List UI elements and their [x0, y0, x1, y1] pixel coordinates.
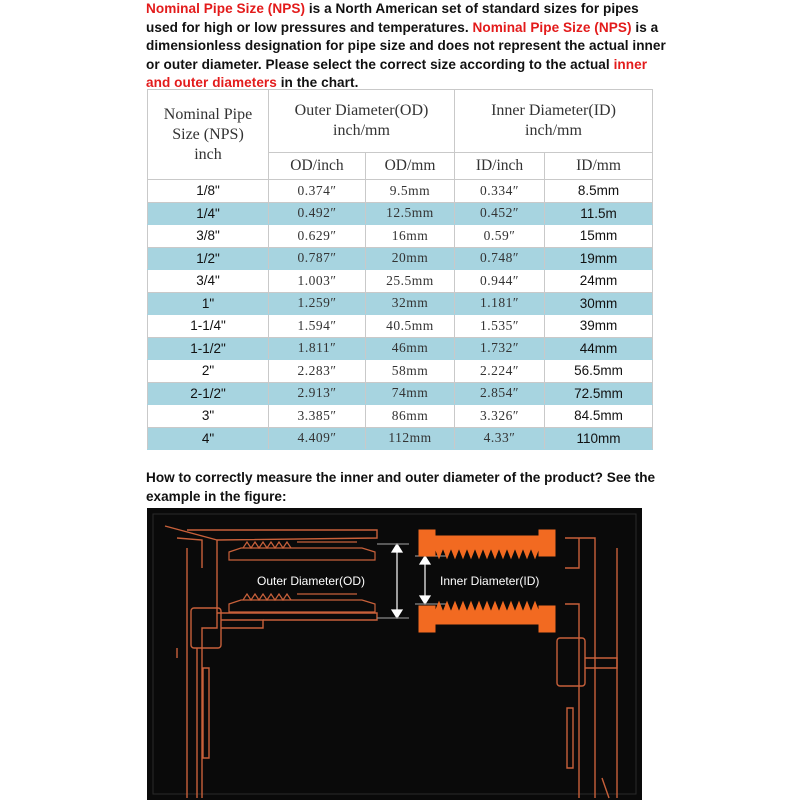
table-row — [148, 337, 653, 360]
intro-highlight-nps-1: Nominal Pipe Size (NPS) — [146, 1, 306, 16]
header-nps — [148, 90, 269, 180]
cell-od-inch: 0.492″ — [269, 202, 366, 225]
cell-id-mm: 11.5m — [545, 202, 653, 225]
header-od-mm: OD/mm — [366, 153, 455, 180]
cell-od-inch: 0.629″ — [269, 225, 366, 248]
cell-id-inch: 0.944″ — [455, 270, 545, 293]
intro-highlight-nps-2: Nominal Pipe Size (NPS) — [472, 19, 632, 35]
cell-nps: 3/8" — [148, 225, 269, 248]
intro-text-2: is a dimensionless designation for pipe size and does not represent the actual inner or outer diameter. Please select the correct size according to the actual — [146, 19, 666, 72]
cell-id-inch: 4.33″ — [455, 427, 545, 450]
cell-od-mm: 32mm — [366, 292, 455, 315]
cell-id-inch: 1.732″ — [455, 337, 545, 360]
cell-id-mm: 30mm — [545, 292, 653, 315]
cell-id-inch: 1.535″ — [455, 315, 545, 338]
table-row — [148, 270, 653, 293]
cell-od-mm: 12.5mm — [366, 202, 455, 225]
cell-nps: 4" — [148, 427, 269, 450]
measurement-illustration — [147, 508, 642, 800]
cell-id-mm: 56.5mm — [545, 360, 653, 383]
cell-od-mm: 25.5mm — [366, 270, 455, 293]
cell-nps: 3" — [148, 405, 269, 428]
cell-od-inch: 1.003″ — [269, 270, 366, 293]
cell-od-mm: 40.5mm — [366, 315, 455, 338]
howto-heading: How to correctly measure the inner and outer diameter of the product? See the example in the figure: — [146, 470, 656, 504]
table-row — [148, 360, 653, 383]
cell-id-inch: 0.334″ — [455, 180, 545, 203]
pipe-size-table — [147, 89, 653, 450]
figure-frame — [153, 514, 636, 794]
table-row — [148, 225, 653, 248]
cell-od-mm: 16mm — [366, 225, 455, 248]
left-caliper-icon — [165, 526, 263, 798]
cell-id-mm: 39mm — [545, 315, 653, 338]
cell-od-inch: 0.374″ — [269, 180, 366, 203]
intro-text-1: is a North American set of standard sizes for pipes used for high or low pressures and temperatures. — [146, 1, 639, 35]
id-label: Inner Diameter(ID) — [440, 574, 540, 588]
cell-id-mm: 110mm — [545, 427, 653, 450]
cell-id-inch: 2.854″ — [455, 382, 545, 405]
header-id-label: Inner Diameter(ID) inch/mm — [491, 102, 616, 139]
cell-od-mm: 20mm — [366, 247, 455, 270]
cell-nps: 1/8" — [148, 180, 269, 203]
table-row — [148, 427, 653, 450]
cell-od-inch: 0.787″ — [269, 247, 366, 270]
cell-nps: 1/4" — [148, 202, 269, 225]
cell-od-mm: 112mm — [366, 427, 455, 450]
header-od-label: Outer Diameter(OD) inch/mm — [294, 102, 429, 139]
cell-id-mm: 15mm — [545, 225, 653, 248]
cell-nps: 3/4" — [148, 270, 269, 293]
cell-od-inch: 1.811″ — [269, 337, 366, 360]
cell-id-mm: 8.5mm — [545, 180, 653, 203]
cell-od-mm: 74mm — [366, 382, 455, 405]
cell-od-inch: 2.913″ — [269, 382, 366, 405]
cell-od-inch: 4.409″ — [269, 427, 366, 450]
cell-id-inch: 0.748″ — [455, 247, 545, 270]
measurement-figure — [147, 508, 642, 800]
cell-nps: 2-1/2" — [148, 382, 269, 405]
cell-id-mm: 24mm — [545, 270, 653, 293]
intro-paragraph — [146, 0, 666, 93]
cell-id-mm: 19mm — [545, 247, 653, 270]
intro-text-3: in the chart. — [276, 75, 359, 91]
cell-od-inch: 1.594″ — [269, 315, 366, 338]
cell-od-inch: 2.283″ — [269, 360, 366, 383]
od-dimension-arrow — [377, 544, 409, 618]
table-row — [148, 405, 653, 428]
cell-nps: 2" — [148, 360, 269, 383]
cell-id-mm: 44mm — [545, 337, 653, 360]
header-id-mm: ID/mm — [545, 153, 653, 180]
header-od — [269, 90, 455, 153]
cell-id-inch: 0.59″ — [455, 225, 545, 248]
cell-od-mm: 9.5mm — [366, 180, 455, 203]
table-row — [148, 247, 653, 270]
cell-od-mm: 58mm — [366, 360, 455, 383]
cell-od-mm: 46mm — [366, 337, 455, 360]
cell-nps: 1-1/4" — [148, 315, 269, 338]
cell-id-inch: 3.326″ — [455, 405, 545, 428]
cell-id-inch: 2.224″ — [455, 360, 545, 383]
header-nps-label: Nominal Pipe Size (NPS) inch — [163, 105, 253, 163]
right-caliper-icon — [557, 538, 617, 798]
cell-id-inch: 1.181″ — [455, 292, 545, 315]
cell-id-mm: 72.5mm — [545, 382, 653, 405]
header-id-inch: ID/inch — [455, 153, 545, 180]
cell-od-inch: 1.259″ — [269, 292, 366, 315]
table-row — [148, 202, 653, 225]
intro-highlight-diameters: inner and outer diameters — [146, 56, 648, 91]
table-row — [148, 180, 653, 203]
table-row — [148, 292, 653, 315]
table-row — [148, 315, 653, 338]
header-id — [455, 90, 653, 153]
cell-nps: 1-1/2" — [148, 337, 269, 360]
cell-od-inch: 3.385″ — [269, 405, 366, 428]
od-label: Outer Diameter(OD) — [257, 574, 366, 588]
cell-od-mm: 86mm — [366, 405, 455, 428]
cell-nps: 1" — [148, 292, 269, 315]
table-row — [148, 382, 653, 405]
cell-nps: 1/2" — [148, 247, 269, 270]
cell-id-inch: 0.452″ — [455, 202, 545, 225]
header-od-inch: OD/inch — [269, 153, 366, 180]
cell-id-mm: 84.5mm — [545, 405, 653, 428]
